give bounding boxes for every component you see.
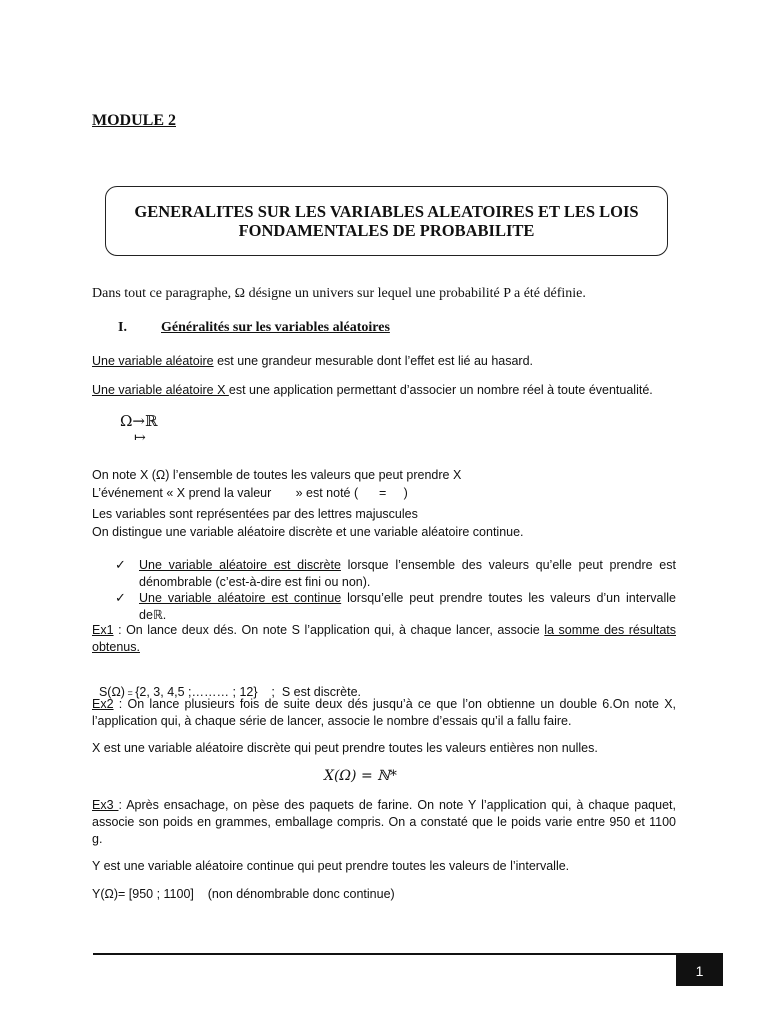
- example-1: [92, 622, 676, 656]
- example-2-conclusion: X est une variable aléatoire discrète qui peut prendre toutes les valeurs entières non nulles.: [92, 741, 598, 755]
- main-title: GENERALITES SUR LES VARIABLES ALEATOIRES ET LES LOIS FONDAMENTALES DE PROBABILITE: [134, 202, 639, 240]
- example-3: [92, 797, 676, 848]
- bullet-discrete-term: Une variable aléatoire est discrète: [139, 558, 341, 572]
- example-1-set-left: S(Ω): [98, 685, 125, 699]
- note-2: L’événement « X prend la valeur » est noté ( = ): [92, 486, 408, 500]
- example-1-set-right: {2, 3, 4,5 ;……… ; 12} ; S est discrète.: [135, 685, 362, 699]
- bullet-continuous-text: lorsqu’elle peut prendre toutes les valeurs d’un intervalle deℝ.: [139, 591, 676, 622]
- page-number: 1: [676, 955, 723, 986]
- example-3-label: Ex3: [92, 798, 119, 812]
- definition-1-text: est une grandeur mesurable dont l’effet est lié au hasard.: [213, 354, 534, 368]
- example-1-label: Ex1: [92, 623, 114, 637]
- section-number: I.: [118, 320, 127, 335]
- section-heading: [118, 320, 390, 336]
- example-1-set-eq: =: [124, 688, 136, 698]
- example-3-set: Y(Ω)= [950 ; 1100] (non dénombrable donc continue): [92, 887, 395, 901]
- bullet-discrete-text: lorsque l’ensemble des valeurs qu’elle peut prendre est dénombrable (c’est-à-dire est fini ou non).: [139, 558, 676, 589]
- module-title: MODULE 2: [92, 112, 176, 129]
- definition-1: [92, 353, 676, 370]
- bullet-continuous-term: Une variable aléatoire est continue: [139, 591, 342, 605]
- intro-paragraph: Dans tout ce paragraphe, Ω désigne un univers sur lequel une probabilité P a été définie.: [92, 286, 586, 301]
- check-icon: ✓: [115, 557, 126, 572]
- section-title: Généralités sur les variables aléatoires: [161, 320, 390, 335]
- bullet-continuous: [139, 590, 676, 624]
- example-2: [92, 696, 676, 730]
- mapping-line-1: Ω→ℝ: [120, 412, 158, 430]
- example-3-text: : Après ensachage, on pèse des paquets de farine. On note Y l’application qui, à chaque paquet, associe son poids en grammes, emballage compris. On a constaté que le poids varie entre 950 et 1100 g.: [92, 798, 676, 846]
- footer-rule: [93, 953, 723, 955]
- example-2-label: Ex2: [92, 697, 114, 711]
- example-2-formula: X(Ω) = ℕ*: [324, 768, 397, 784]
- definition-2-text: est une application permettant d’associer un nombre réel à toute éventualité.: [228, 383, 653, 397]
- definition-2-term: Une variable aléatoire X: [92, 383, 229, 397]
- bullet-discrete: [139, 557, 676, 591]
- example-1-underlined: la somme des résultats obtenus.: [92, 623, 676, 654]
- example-3-conclusion: Y est une variable aléatoire continue qui peut prendre toutes les valeurs de l’intervalle.: [92, 859, 570, 873]
- note-4: On distingue une variable aléatoire discrète et une variable aléatoire continue.: [92, 525, 524, 539]
- definition-2: [92, 382, 676, 399]
- example-2-text: : On lance plusieurs fois de suite deux dés jusqu’à ce que l’on obtienne un double 6.On note X, l’application qui, à chaque série de lancer, associe le nombre d’essais qu’il a fallu faire.: [92, 697, 676, 728]
- check-icon: ✓: [115, 590, 126, 605]
- note-3: Les variables sont représentées par des lettres majuscules: [92, 507, 418, 521]
- mapping-line-2: ↦: [134, 430, 146, 446]
- definition-1-term: Une variable aléatoire: [92, 354, 214, 368]
- example-1-text: : On lance deux dés. On note S l’application qui, à chaque lancer, associe: [113, 623, 545, 637]
- title-box: [105, 186, 668, 256]
- note-1: On note X (Ω) l’ensemble de toutes les valeurs que peut prendre X: [92, 468, 462, 482]
